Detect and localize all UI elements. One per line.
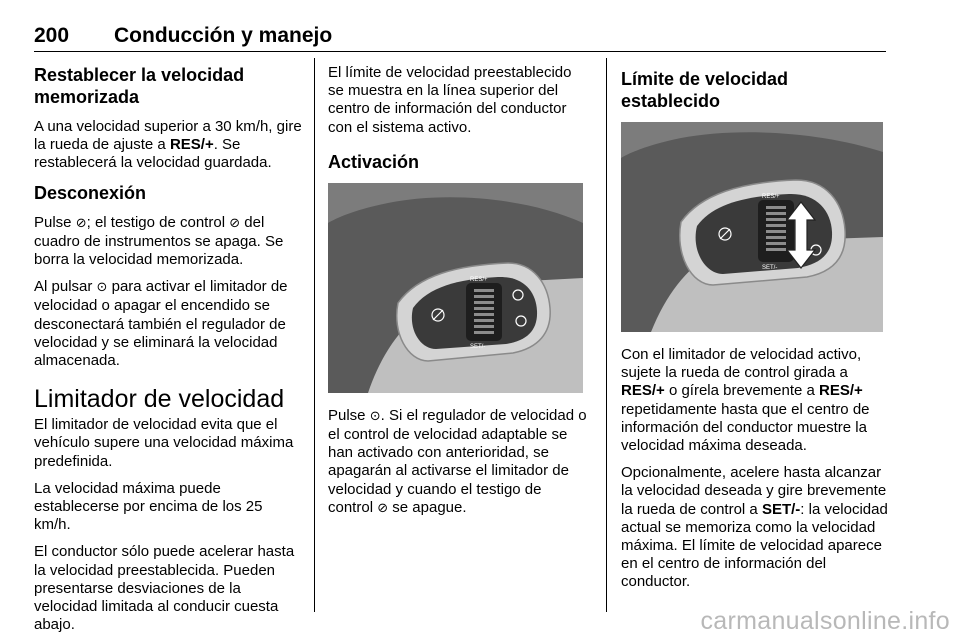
figure-label-res: RES/+ bbox=[762, 194, 780, 200]
column-1 bbox=[34, 64, 302, 643]
paragraph-desconexion-1: Pulse ⊘; el testigo de control ⊘ del cuadro de instrumentos se apaga. Se borra la velocidad memorizada. bbox=[34, 213, 284, 269]
cruise-off-icon: ⊘ bbox=[229, 215, 241, 231]
paragraph-limitador-1: El limitador de velocidad evita que el vehículo supere una velocidad máxima predefinida. bbox=[34, 416, 294, 470]
paragraph-limite-2: Opcionalmente, acelere hasta alcanzar la velocidad deseada y gire brevemente la rueda de control a SET/-: la velocidad actual se memoriza como la velocidad máxima. El límite de velocidad aparece en el centro de información del conductor. bbox=[621, 464, 888, 591]
heading-limitador: Limitador de velocidad bbox=[34, 385, 285, 414]
column-2 bbox=[328, 64, 590, 527]
column-divider-1 bbox=[314, 58, 315, 612]
watermark: carmanualsonline.info bbox=[700, 607, 950, 635]
column-divider-2 bbox=[606, 58, 607, 612]
figure-label-set: SET/- bbox=[762, 265, 778, 271]
heading-desconexion: Desconexión bbox=[34, 182, 147, 203]
column-3 bbox=[621, 64, 888, 601]
heading-restablecer: Restablecer la velocidad memorizada bbox=[34, 65, 245, 107]
figure-label-set: SET/- bbox=[470, 343, 486, 350]
page-number: 200 bbox=[34, 24, 70, 47]
header-rule bbox=[34, 51, 886, 53]
paragraph-limitador-3: El conductor sólo puede acelerar hasta la velocidad preestablecida. Pueden presentarse desviaciones de la velocidad limitada al conducir cuesta abajo. bbox=[34, 543, 295, 634]
figure-label-res: RES/+ bbox=[470, 276, 488, 283]
paragraph-restablecer: A una velocidad superior a 30 km/h, gire la rueda de ajuste a RES/+. Se restablecerá la velocidad guardada. bbox=[34, 118, 302, 172]
heading-activacion: Activación bbox=[328, 151, 420, 172]
page-header bbox=[34, 18, 886, 52]
heading-limite: Límite de velocidad establecido bbox=[621, 69, 789, 111]
res-label: RES/+ bbox=[621, 382, 665, 400]
res-label: RES/+ bbox=[169, 136, 214, 154]
speed-limiter-icon: ⊙ bbox=[369, 408, 381, 424]
paragraph-desconexion-2: Al pulsar ⊙ para activar el limitador de velocidad o apagar el encendido se desconectará también el regulador de velocidad y se eliminará la velocidad almacenada. bbox=[34, 278, 288, 370]
steering-wheel-figure-activacion bbox=[328, 183, 590, 393]
paragraph-limitador-2: La velocidad máxima puede establecerse por encima de los 25 km/h. bbox=[34, 479, 263, 534]
steering-wheel-illustration bbox=[328, 183, 583, 393]
set-label: SET/- bbox=[761, 500, 801, 518]
running-title: Conducción y manejo bbox=[114, 24, 333, 47]
speed-limiter-icon: ⊙ bbox=[96, 280, 108, 296]
res-label: RES/+ bbox=[819, 382, 863, 400]
steering-wheel-illustration-arrow bbox=[621, 122, 883, 332]
paragraph-limite-1: Con el limitador de velocidad activo, sujete la rueda de control girada a RES/+ o gírela brevemente a RES/+ repetidamente hasta que el centro de información del conductor muestre la velocidad máxima deseada. bbox=[621, 346, 870, 455]
cruise-off-icon: ⊘ bbox=[75, 215, 87, 231]
steering-wheel-figure-limite bbox=[621, 122, 888, 332]
cruise-off-icon: ⊘ bbox=[377, 500, 389, 516]
paragraph-intro: El límite de velocidad preestablecido se muestra en la línea superior del centro de información del conductor con el sistema activo. bbox=[328, 64, 572, 136]
paragraph-activacion: Pulse ⊙. Si el regulador de velocidad o el control de velocidad adaptable se han activado con anterioridad, se apagarán al activarse el limitador de velocidad y cuando el testigo de control ⊘ se apague. bbox=[328, 406, 587, 516]
